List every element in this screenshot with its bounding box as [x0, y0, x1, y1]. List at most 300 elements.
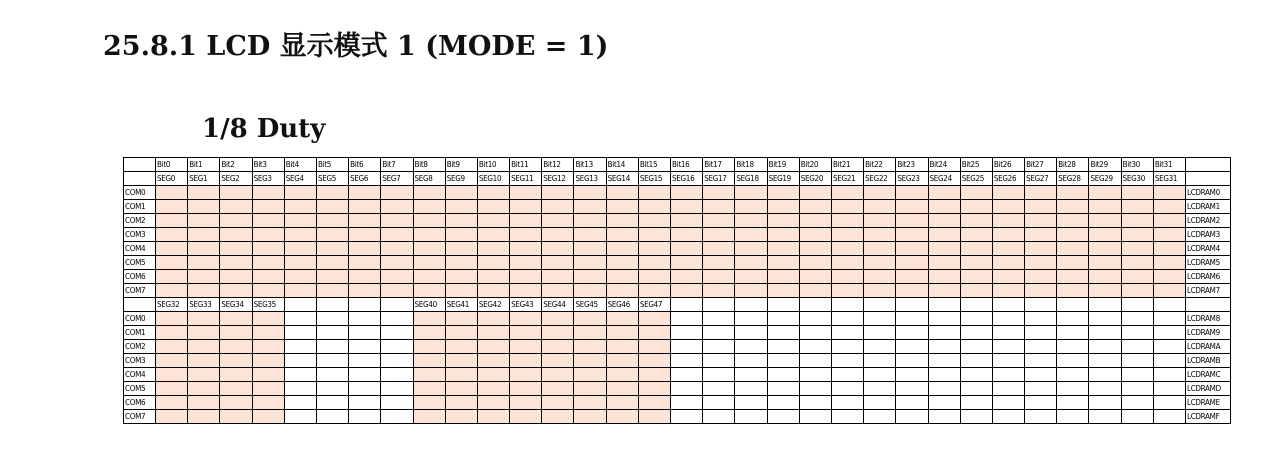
- used-bit-cell: [638, 242, 670, 256]
- used-bit-cell: [638, 396, 670, 410]
- unused-bit-cell: [992, 410, 1024, 424]
- unused-bit-cell: [992, 368, 1024, 382]
- used-bit-cell: [220, 242, 252, 256]
- used-bit-cell: [220, 284, 252, 298]
- com-row: [124, 382, 1231, 396]
- lcdram-label: LCDRAM0: [1186, 186, 1231, 200]
- used-bit-cell: [542, 242, 574, 256]
- bit-header-cell: Bit0: [156, 158, 188, 172]
- unused-bit-cell: [992, 326, 1024, 340]
- com-label: COM5: [124, 382, 156, 396]
- used-bit-cell: [735, 200, 767, 214]
- com-row: [124, 214, 1231, 228]
- used-bit-cell: [1153, 228, 1185, 242]
- used-bit-cell: [413, 396, 445, 410]
- seg-label-cell: SEG7: [381, 172, 413, 186]
- used-bit-cell: [445, 340, 477, 354]
- used-bit-cell: [316, 228, 348, 242]
- used-bit-cell: [960, 186, 992, 200]
- used-bit-cell: [542, 368, 574, 382]
- used-bit-cell: [1089, 242, 1121, 256]
- used-bit-cell: [606, 200, 638, 214]
- used-bit-cell: [413, 382, 445, 396]
- bit-header-cell: Bit14: [606, 158, 638, 172]
- used-bit-cell: [284, 186, 316, 200]
- used-bit-cell: [156, 354, 188, 368]
- com-label: COM2: [124, 340, 156, 354]
- seg-label-cell: SEG19: [767, 172, 799, 186]
- unused-bit-cell: [1057, 340, 1089, 354]
- used-bit-cell: [188, 214, 220, 228]
- used-bit-cell: [413, 186, 445, 200]
- lcdram-label: LCDRAMB: [1186, 354, 1231, 368]
- used-bit-cell: [510, 214, 542, 228]
- unused-bit-cell: [1057, 312, 1089, 326]
- unused-bit-cell: [671, 410, 703, 424]
- used-bit-cell: [510, 382, 542, 396]
- used-bit-cell: [477, 214, 509, 228]
- unused-bit-cell: [928, 326, 960, 340]
- used-bit-cell: [381, 242, 413, 256]
- unused-bit-cell: [1025, 396, 1057, 410]
- used-bit-cell: [1025, 242, 1057, 256]
- used-bit-cell: [1153, 270, 1185, 284]
- used-bit-cell: [156, 284, 188, 298]
- used-bit-cell: [638, 382, 670, 396]
- com-row: [124, 284, 1231, 298]
- unused-bit-cell: [992, 382, 1024, 396]
- used-bit-cell: [831, 200, 863, 214]
- used-bit-cell: [606, 186, 638, 200]
- used-bit-cell: [1089, 270, 1121, 284]
- seg-label-cell: [703, 298, 735, 312]
- com-label: COM4: [124, 242, 156, 256]
- used-bit-cell: [574, 382, 606, 396]
- used-bit-cell: [1025, 200, 1057, 214]
- unused-bit-cell: [735, 410, 767, 424]
- unused-bit-cell: [381, 382, 413, 396]
- bit-header-cell: Bit16: [671, 158, 703, 172]
- used-bit-cell: [1057, 284, 1089, 298]
- used-bit-cell: [1153, 256, 1185, 270]
- used-bit-cell: [638, 368, 670, 382]
- used-bit-cell: [510, 354, 542, 368]
- used-bit-cell: [896, 242, 928, 256]
- used-bit-cell: [188, 396, 220, 410]
- unused-bit-cell: [864, 396, 896, 410]
- used-bit-cell: [349, 186, 381, 200]
- used-bit-cell: [831, 186, 863, 200]
- used-bit-cell: [316, 186, 348, 200]
- unused-bit-cell: [349, 354, 381, 368]
- used-bit-cell: [574, 368, 606, 382]
- unused-bit-cell: [1121, 354, 1153, 368]
- used-bit-cell: [735, 256, 767, 270]
- unused-bit-cell: [349, 368, 381, 382]
- unused-bit-cell: [735, 396, 767, 410]
- used-bit-cell: [1121, 256, 1153, 270]
- used-bit-cell: [960, 284, 992, 298]
- used-bit-cell: [1121, 270, 1153, 284]
- used-bit-cell: [188, 284, 220, 298]
- unused-bit-cell: [316, 340, 348, 354]
- used-bit-cell: [1057, 200, 1089, 214]
- seg-label-cell: SEG10: [477, 172, 509, 186]
- com-row: [124, 396, 1231, 410]
- seg-label-cell: SEG18: [735, 172, 767, 186]
- lcdram-label: LCDRAM7: [1186, 284, 1231, 298]
- unused-bit-cell: [316, 410, 348, 424]
- unused-bit-cell: [864, 326, 896, 340]
- used-bit-cell: [574, 256, 606, 270]
- bit-header-cell: Bit11: [510, 158, 542, 172]
- unused-bit-cell: [703, 382, 735, 396]
- unused-bit-cell: [896, 396, 928, 410]
- seg-label-cell: SEG20: [799, 172, 831, 186]
- used-bit-cell: [992, 228, 1024, 242]
- used-bit-cell: [638, 270, 670, 284]
- used-bit-cell: [252, 284, 284, 298]
- seg-label-cell: SEG0: [156, 172, 188, 186]
- unused-bit-cell: [349, 396, 381, 410]
- used-bit-cell: [156, 270, 188, 284]
- bit-header-cell: Bit13: [574, 158, 606, 172]
- used-bit-cell: [1025, 214, 1057, 228]
- used-bit-cell: [188, 242, 220, 256]
- used-bit-cell: [574, 200, 606, 214]
- used-bit-cell: [316, 256, 348, 270]
- used-bit-cell: [831, 256, 863, 270]
- used-bit-cell: [188, 270, 220, 284]
- used-bit-cell: [928, 256, 960, 270]
- seg-label-cell: SEG22: [864, 172, 896, 186]
- lcdram-label: LCDRAMF: [1186, 410, 1231, 424]
- used-bit-cell: [1025, 270, 1057, 284]
- unused-bit-cell: [1089, 312, 1121, 326]
- used-bit-cell: [992, 186, 1024, 200]
- used-bit-cell: [188, 326, 220, 340]
- unused-bit-cell: [1057, 396, 1089, 410]
- unused-bit-cell: [992, 354, 1024, 368]
- used-bit-cell: [445, 354, 477, 368]
- used-bit-cell: [445, 284, 477, 298]
- used-bit-cell: [510, 340, 542, 354]
- unused-bit-cell: [928, 410, 960, 424]
- used-bit-cell: [799, 270, 831, 284]
- unused-bit-cell: [960, 354, 992, 368]
- used-bit-cell: [799, 228, 831, 242]
- used-bit-cell: [992, 256, 1024, 270]
- corner-cell: [124, 172, 156, 186]
- used-bit-cell: [606, 340, 638, 354]
- used-bit-cell: [477, 354, 509, 368]
- unused-bit-cell: [284, 354, 316, 368]
- unused-bit-cell: [960, 326, 992, 340]
- unused-bit-cell: [799, 312, 831, 326]
- unused-bit-cell: [831, 368, 863, 382]
- used-bit-cell: [992, 214, 1024, 228]
- used-bit-cell: [316, 242, 348, 256]
- used-bit-cell: [1057, 228, 1089, 242]
- used-bit-cell: [445, 186, 477, 200]
- used-bit-cell: [671, 200, 703, 214]
- lcdram-label: LCDRAME: [1186, 396, 1231, 410]
- used-bit-cell: [831, 270, 863, 284]
- used-bit-cell: [799, 200, 831, 214]
- used-bit-cell: [445, 242, 477, 256]
- seg-label-cell: [831, 298, 863, 312]
- com-label: COM1: [124, 326, 156, 340]
- used-bit-cell: [638, 340, 670, 354]
- used-bit-cell: [188, 340, 220, 354]
- unused-bit-cell: [1121, 396, 1153, 410]
- unused-bit-cell: [767, 368, 799, 382]
- seg-label-cell: [284, 298, 316, 312]
- used-bit-cell: [510, 242, 542, 256]
- com-row: [124, 270, 1231, 284]
- used-bit-cell: [735, 228, 767, 242]
- used-bit-cell: [477, 284, 509, 298]
- used-bit-cell: [510, 186, 542, 200]
- unused-bit-cell: [831, 354, 863, 368]
- used-bit-cell: [445, 214, 477, 228]
- bit-header-cell: Bit20: [799, 158, 831, 172]
- used-bit-cell: [445, 228, 477, 242]
- seg-label-cell: [1153, 298, 1185, 312]
- used-bit-cell: [381, 284, 413, 298]
- unused-bit-cell: [1121, 410, 1153, 424]
- used-bit-cell: [542, 326, 574, 340]
- used-bit-cell: [510, 270, 542, 284]
- used-bit-cell: [1121, 228, 1153, 242]
- com-label: COM0: [124, 186, 156, 200]
- used-bit-cell: [284, 214, 316, 228]
- seg-label-cell: SEG1: [188, 172, 220, 186]
- used-bit-cell: [252, 186, 284, 200]
- unused-bit-cell: [1089, 326, 1121, 340]
- com-label: COM3: [124, 354, 156, 368]
- used-bit-cell: [606, 270, 638, 284]
- used-bit-cell: [831, 242, 863, 256]
- used-bit-cell: [703, 256, 735, 270]
- used-bit-cell: [413, 326, 445, 340]
- unused-bit-cell: [831, 340, 863, 354]
- com-label: COM5: [124, 256, 156, 270]
- used-bit-cell: [413, 354, 445, 368]
- seg-label-cell: SEG2: [220, 172, 252, 186]
- used-bit-cell: [1153, 242, 1185, 256]
- unused-bit-cell: [928, 396, 960, 410]
- seg-label-cell: [671, 298, 703, 312]
- used-bit-cell: [703, 214, 735, 228]
- used-bit-cell: [799, 242, 831, 256]
- unused-bit-cell: [735, 326, 767, 340]
- used-bit-cell: [992, 242, 1024, 256]
- unused-bit-cell: [349, 382, 381, 396]
- used-bit-cell: [574, 410, 606, 424]
- unused-bit-cell: [1025, 312, 1057, 326]
- used-bit-cell: [220, 186, 252, 200]
- seg-label-cell: SEG3: [252, 172, 284, 186]
- used-bit-cell: [252, 410, 284, 424]
- unused-bit-cell: [1025, 382, 1057, 396]
- used-bit-cell: [799, 284, 831, 298]
- unused-bit-cell: [1057, 368, 1089, 382]
- used-bit-cell: [156, 410, 188, 424]
- seg-label-cell: [381, 298, 413, 312]
- used-bit-cell: [220, 354, 252, 368]
- unused-bit-cell: [799, 340, 831, 354]
- used-bit-cell: [156, 200, 188, 214]
- unused-bit-cell: [1057, 410, 1089, 424]
- used-bit-cell: [1121, 242, 1153, 256]
- used-bit-cell: [381, 256, 413, 270]
- used-bit-cell: [606, 396, 638, 410]
- unused-bit-cell: [703, 326, 735, 340]
- used-bit-cell: [606, 326, 638, 340]
- seg-label-cell: SEG26: [992, 172, 1024, 186]
- used-bit-cell: [542, 200, 574, 214]
- unused-bit-cell: [928, 382, 960, 396]
- used-bit-cell: [156, 312, 188, 326]
- bit-header-cell: Bit24: [928, 158, 960, 172]
- used-bit-cell: [574, 214, 606, 228]
- used-bit-cell: [960, 256, 992, 270]
- seg-label-cell: SEG16: [671, 172, 703, 186]
- used-bit-cell: [703, 186, 735, 200]
- used-bit-cell: [638, 214, 670, 228]
- unused-bit-cell: [864, 382, 896, 396]
- seg-header-row-2: [124, 298, 1231, 312]
- unused-bit-cell: [1121, 368, 1153, 382]
- used-bit-cell: [510, 312, 542, 326]
- used-bit-cell: [735, 270, 767, 284]
- unused-bit-cell: [381, 368, 413, 382]
- used-bit-cell: [542, 396, 574, 410]
- used-bit-cell: [510, 200, 542, 214]
- used-bit-cell: [188, 354, 220, 368]
- used-bit-cell: [413, 228, 445, 242]
- seg-label-cell: [735, 298, 767, 312]
- bit-header-cell: Bit17: [703, 158, 735, 172]
- used-bit-cell: [188, 382, 220, 396]
- used-bit-cell: [928, 214, 960, 228]
- unused-bit-cell: [703, 340, 735, 354]
- seg-label-cell: SEG25: [960, 172, 992, 186]
- unused-bit-cell: [1153, 368, 1185, 382]
- used-bit-cell: [606, 368, 638, 382]
- used-bit-cell: [220, 200, 252, 214]
- used-bit-cell: [542, 186, 574, 200]
- used-bit-cell: [316, 200, 348, 214]
- unused-bit-cell: [381, 340, 413, 354]
- unused-bit-cell: [767, 326, 799, 340]
- unused-bit-cell: [671, 326, 703, 340]
- used-bit-cell: [896, 284, 928, 298]
- seg-label-cell: SEG5: [316, 172, 348, 186]
- seg-label-cell: SEG31: [1153, 172, 1185, 186]
- seg-label-cell: SEG21: [831, 172, 863, 186]
- used-bit-cell: [477, 228, 509, 242]
- used-bit-cell: [510, 368, 542, 382]
- used-bit-cell: [413, 312, 445, 326]
- unused-bit-cell: [1121, 340, 1153, 354]
- used-bit-cell: [638, 410, 670, 424]
- used-bit-cell: [1089, 256, 1121, 270]
- used-bit-cell: [284, 200, 316, 214]
- unused-bit-cell: [284, 396, 316, 410]
- duty-title: 1/8 Duty: [202, 114, 326, 144]
- used-bit-cell: [413, 270, 445, 284]
- used-bit-cell: [381, 214, 413, 228]
- seg-label-cell: SEG33: [188, 298, 220, 312]
- unused-bit-cell: [767, 354, 799, 368]
- used-bit-cell: [574, 284, 606, 298]
- used-bit-cell: [445, 368, 477, 382]
- used-bit-cell: [1089, 200, 1121, 214]
- com-label: COM2: [124, 214, 156, 228]
- com-row: [124, 312, 1231, 326]
- seg-label-cell: SEG34: [220, 298, 252, 312]
- used-bit-cell: [284, 242, 316, 256]
- used-bit-cell: [477, 396, 509, 410]
- lcdram-label: LCDRAM9: [1186, 326, 1231, 340]
- unused-bit-cell: [735, 312, 767, 326]
- used-bit-cell: [864, 186, 896, 200]
- used-bit-cell: [542, 228, 574, 242]
- seg-label-cell: SEG43: [510, 298, 542, 312]
- used-bit-cell: [188, 200, 220, 214]
- unused-bit-cell: [1025, 340, 1057, 354]
- lcdram-label: LCDRAMA: [1186, 340, 1231, 354]
- used-bit-cell: [413, 214, 445, 228]
- lcdram-label: LCDRAM8: [1186, 312, 1231, 326]
- bit-header-cell: Bit15: [638, 158, 670, 172]
- bit-header-cell: Bit31: [1153, 158, 1185, 172]
- used-bit-cell: [252, 228, 284, 242]
- used-bit-cell: [349, 228, 381, 242]
- ram-header-cell: [1186, 172, 1231, 186]
- unused-bit-cell: [381, 396, 413, 410]
- used-bit-cell: [413, 340, 445, 354]
- com-row: [124, 354, 1231, 368]
- used-bit-cell: [220, 256, 252, 270]
- unused-bit-cell: [799, 368, 831, 382]
- used-bit-cell: [928, 186, 960, 200]
- used-bit-cell: [156, 214, 188, 228]
- unused-bit-cell: [896, 354, 928, 368]
- used-bit-cell: [252, 368, 284, 382]
- used-bit-cell: [1153, 186, 1185, 200]
- com-row: [124, 368, 1231, 382]
- used-bit-cell: [799, 214, 831, 228]
- used-bit-cell: [477, 368, 509, 382]
- unused-bit-cell: [316, 382, 348, 396]
- used-bit-cell: [703, 270, 735, 284]
- used-bit-cell: [638, 354, 670, 368]
- unused-bit-cell: [671, 312, 703, 326]
- used-bit-cell: [767, 284, 799, 298]
- bit-header-cell: Bit4: [284, 158, 316, 172]
- unused-bit-cell: [896, 410, 928, 424]
- used-bit-cell: [671, 242, 703, 256]
- seg-label-cell: SEG30: [1121, 172, 1153, 186]
- unused-bit-cell: [703, 312, 735, 326]
- unused-bit-cell: [703, 396, 735, 410]
- used-bit-cell: [799, 186, 831, 200]
- used-bit-cell: [896, 186, 928, 200]
- unused-bit-cell: [1121, 382, 1153, 396]
